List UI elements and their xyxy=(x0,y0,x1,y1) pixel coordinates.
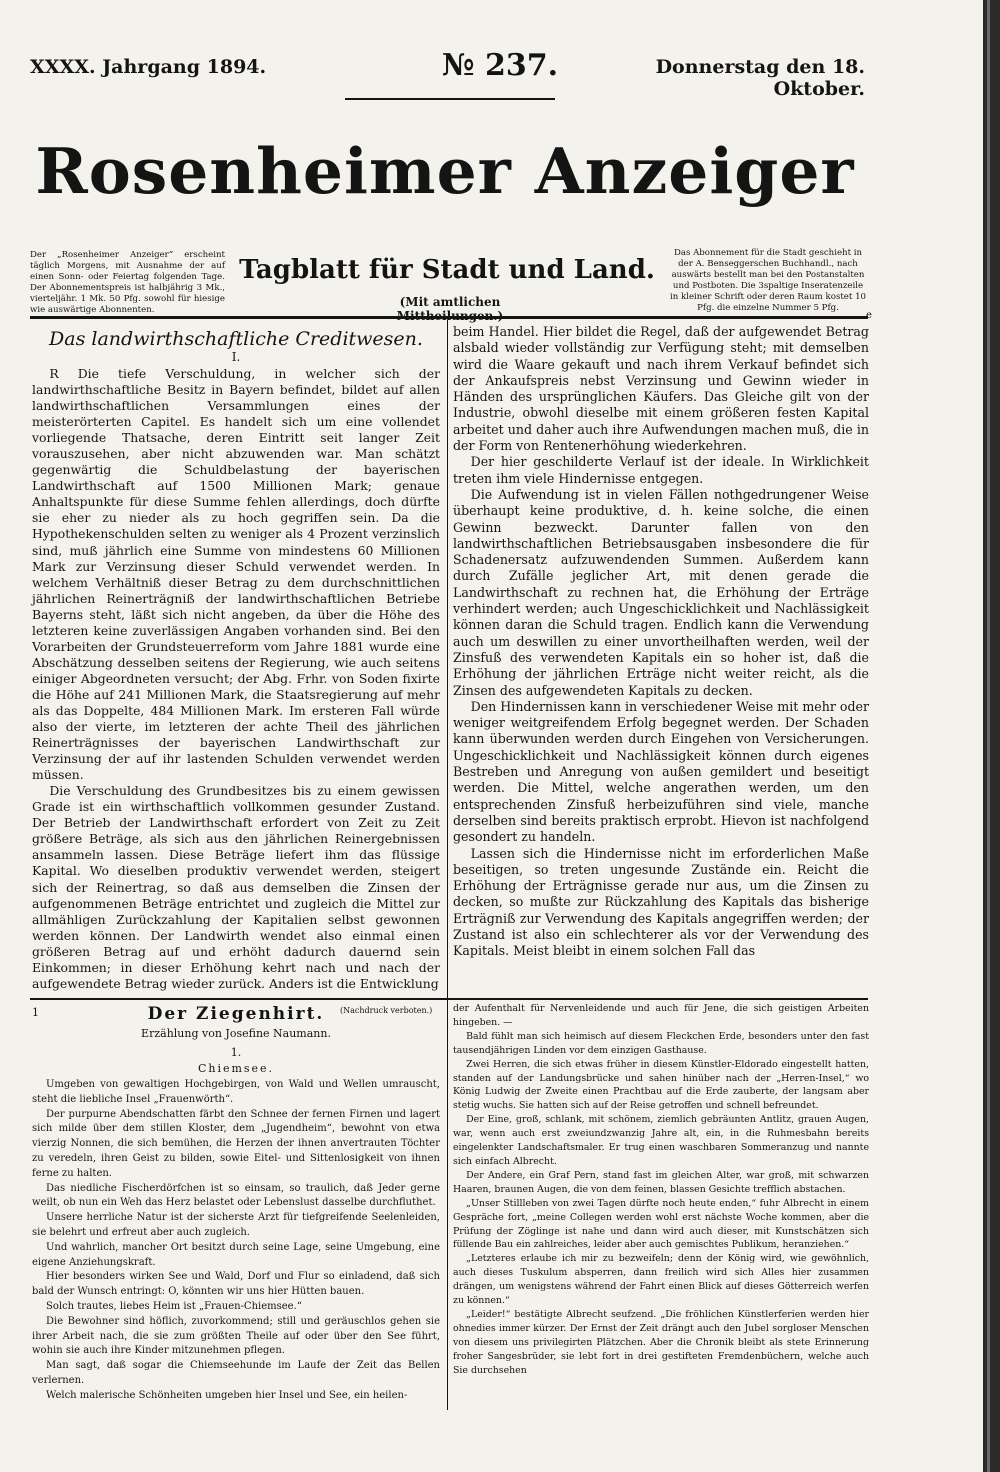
feuilleton-divider xyxy=(447,1000,448,1410)
article-title: Das landwirthschaftliche Creditwesen. xyxy=(49,328,423,350)
issue-number: № 237. xyxy=(441,48,559,83)
article-paragraph: Den Hindernissen kann in verschiedener Weise mit mehr oder weniger weitgreifendem Erfolg begegnet werden. Der Schaden kann überwunden werden durch Eingehen von Versicherungen. Ungeschicklichkeit und Nachlässigkeit können durch eigenes Bestreben und Anregung von außen gemildert und beseitigt werden. Die Mittel, welche angerathen werden, um den entsprechenden Zinsfuß herbeizuführen sind viele, manche derselben sind bereits praktisch erprobt. Hievon ist nachfolgend gesondert zu handeln. xyxy=(453,698,869,845)
article-paragraph: Lassen sich die Hindernisse nicht im erforderlichen Maße beseitigen, so treten ungesunde Zustände ein. Reicht die Erhöhung der Erträgnisse gerade nur aus, um die Zinsen zu decken, so mußte zur Rückzahlung des Kapitals das bisherige Erträgniß zur Verwendung des Kapitals angegriffen werden; der Zustand ist also ein schlechterer als vor der Verwendung des Kapitals. Meist bleibt in einem solchen Fall das xyxy=(453,845,869,959)
feuilleton-paragraph: Die Bewohner sind höflich, zuvorkommend; still und geräuschlos gehen sie ihrer Arbeit nach, die sie zum größten Theile auf oder über den See führt, wohin sie auch ihre Kinder mitzunehmen pflegen. xyxy=(32,1315,440,1357)
feuilleton-title: Der Ziegenhirt. xyxy=(147,1004,325,1024)
feuilleton-paragraph: Bald fühlt man sich heimisch auf diesem Fleckchen Erde, besonders unter den fast tausendjährigen Linden vor dem einzigen Gasthause. xyxy=(453,1030,869,1056)
volume-year: XXXX. Jahrgang 1894. xyxy=(30,56,267,78)
masthead-subnote: (Mit amtlichen xyxy=(399,295,501,309)
feuilleton-paragraph: Der purpurne Abendschatten färbt den Schnee der fernen Firnen und lagert sich milde über dem stillen Kloster, dem „Jugendheim“, bewohnt von etwa vierzig Nonnen, die sich bemühen, die Herzen der ihnen anvertrauten Töchter zu veredeln, ihren Geist zu bilden, sowie Eitel- und Sittenlosigkeit von ihnen ferne zu halten. xyxy=(32,1108,440,1179)
subscription-note-left: Der „Rosenheimer Anzeiger“ erscheint täglich Morgens, mit Ausnahme der auf einen Sonn- oder Feiertag folgenden Tage. Der Abonnementspreis ist halbjährig 3 Mk., vierteljähr. 1 Mk. 50 Pfg. sowohl für hiesige wie auswärtige Abonnenten. xyxy=(30,250,225,315)
feuilleton-column-left xyxy=(32,1078,440,1404)
article-column-left xyxy=(32,366,440,992)
feuilleton-paragraph: Der Eine, groß, schlank, mit schönem, ziemlich gebräunten Antlitz, grauen Augen, war, wenn auch erst zweiundzwanzig Jahre alt, ein, in die Ruhmesbahn bereits eingelenkter Landschaftsmaler. Er trug einen waschbaren Sommeranzug und nannte sich einfach Albrecht. xyxy=(453,1114,869,1167)
feuilleton-paragraph: Der Andere, ein Graf Pern, stand fast im gleichen Alter, war groß, mit schwarzen Haaren, braunen Augen, die von dem feinen, blassen Gesichte trefflich abstachen. xyxy=(453,1169,869,1195)
article-paragraph: Der hier geschilderte Verlauf ist der ideale. In Wirklichkeit treten ihm viele Hindernisse entgegen. xyxy=(453,454,869,486)
feuilleton-paragraph: Solch trautes, liebes Heim ist „Frauen-Chiemsee.“ xyxy=(46,1300,302,1312)
article-paragraph: Die Verschuldung des Grundbesitzes bis zu einem gewissen Grade ist ein wirthschaftlich vollkommen gesunder Zustand. Der Betrieb der Landwirthschaft erfordert von Zeit zu Zeit größere Beträge, als sich aus den jährlichen Reinergebnissen ansammeln lassen. Diese Beträge liefert ihm das flüssige Kapital. Wo dieselben produktiv verwendet werden, steigert sich der Reinertrag, so daß aus demselben die Zinsen der aufgenommenen Beträge entrichtet und zugleich die Mittel zur allmähligen Zurückzahlung der Kapitalien selbst gewonnen werden können. Der Landwirth wendet also einmal einen größeren Betrag auf und erhöht dadurch dauernd sein Einkommen; in dieser Erhöhung kehrt nach und nach der aufgewendete Betrag wieder zurück. Anders ist die Entwicklung xyxy=(32,783,440,991)
article-paragraph: beim Handel. Hier bildet die Regel, daß der aufgewendet Betrag alsbald wieder vollständig zur Verfügung steht; mit demselben wird die Waare gekauft und nach ihrem Verkauf befindet sich der Ankaufspreis nebst Verzinsung und Gewinn wieder in Händen des ursprünglichen Käufers. Das Gleiche gilt von der Industrie, obwohl dieselbe mit einem größeren festen Kapital arbeitet und daher auch ihre Aufwendungen machen muß, die in der Form von Rentenerhöhung wiederkehren. xyxy=(453,324,869,454)
feuilleton-paragraph: „Leider!“ bestätigte Albrecht seufzend. „Die fröhlichen Künstlerferien werden hier ohnedies immer kürzer. Der Ernst der Zeit drängt auch den Jubel sorgloser Menschen von diesem uns privilegirten Plätzchen. Aber die Chronik bleibt als stete Erinnerung froher Sangesbrüder, sie lebt fort in drei gestifteten Fremdenbüchern, welche auch Sie durchsehen xyxy=(453,1308,869,1376)
feuilleton-paragraph: der Aufenthalt für Nervenleidende und auch für Jene, die sich geistigen Arbeiten hingeben. — xyxy=(453,1003,869,1028)
feuilleton-rule xyxy=(30,998,868,1000)
feuilleton-chapter: 1. xyxy=(230,1046,242,1059)
masthead-subtitle: Tagblatt für Stadt und Land. xyxy=(239,255,655,285)
feuilleton-paragraph: Man sagt, daß sogar die Chiemseehunde im Laufe der Zeit das Bellen verlernen. xyxy=(32,1360,440,1386)
article-paragraph: Die Aufwendung ist in vielen Fällen nothgedrungener Weise überhaupt keine produktive, d. h. keine solche, die einen Gewinn bezweckt. Darunter fallen von den landwirthschaftlichen Betriebsausgaben insbesondere die für Schadenersatz aufzuwendenden Summen. Außerdem kann durch Zufälle jeglicher Art, mit denen gerade die Landwirthschaft zu rechnen hat, die Erhöhung der Erträge verhindert werden; auch Ungeschicklichkeit und Nachlässigkeit können daran die Schuld tragen. Endlich kann die Verwendung auch um deswillen zu einer unvortheilhaften werden, weil der Zinsfuß des verwendeten Kapitals ein so hoher ist, daß die Erhöhung der jährlichen Erträge nicht weiter reicht, als die Zinsen des aufgewendeten Kapitals zu decken. xyxy=(453,486,869,698)
feuilleton-author: Erzählung von Josefine Naumann. xyxy=(141,1027,331,1040)
feuilleton-column-right xyxy=(453,1002,869,1377)
feuilleton-number: 1 xyxy=(32,1006,39,1019)
article-part: I. xyxy=(231,350,241,364)
article-column-right xyxy=(453,324,869,960)
margin-mark: e xyxy=(866,310,872,321)
page-edge xyxy=(983,0,1000,1472)
feuilleton-paragraph: „Unser Stillleben von zwei Tagen dürfte noch heute enden,“ fuhr Albrecht in einem Gespräche fort, „meine Collegen werden wohl erst nächste Woche kommen, aber die Prüfung der Zöglinge ist nahe und dann wird auch dieser, mit Kunstschätzen sich füllende Bau ein zahlreiches, leider aber auch gemischtes Publikum, heranziehen.“ xyxy=(453,1197,869,1251)
subscription-note-right: Das Abonnement für die Stadt geschieht in der A. Benseggerschen Buchhandl., nach auswärts bestellt man bei den Postanstalten und Postboten. Die 3spaltige Inseratenzeile in kleiner Schrift oder deren Raum kostet 10 Pfg. die einzelne Nummer 5 Pfg. xyxy=(669,248,867,313)
reprint-notice: (Nachdruck verboten.) xyxy=(340,1006,433,1015)
feuilleton-paragraph: Und wahrlich, mancher Ort besitzt durch seine Lage, seine Umgebung, eine eigene Anziehungskraft. xyxy=(32,1241,440,1268)
column-divider xyxy=(447,320,448,998)
header-rule xyxy=(30,316,868,319)
feuilleton-paragraph: Unsere herrliche Natur ist der sicherste Arzt für tiefgreifende Seelenleiden, sie belehrt und erfreut aber auch zugleich. xyxy=(32,1212,440,1238)
feuilleton-place: Chiemsee. xyxy=(197,1062,275,1075)
masthead-title: Rosenheimer Anzeiger xyxy=(35,134,855,208)
feuilleton-paragraph: Hier besonders wirken See und Wald, Dorf und Flur so einladend, daß sich bald der Wunsch entringt: O, könnten wir uns hier Hütten bauen. xyxy=(32,1271,440,1298)
feuilleton-paragraph: Umgeben von gewaltigen Hochgebirgen, von Wald und Wellen umrauscht, steht die liebliche Insel „Frauenwörth“. xyxy=(32,1079,440,1105)
feuilleton-paragraph: Das niedliche Fischerdörfchen ist so einsam, so traulich, daß Jeder gerne weilt, ob nun ein Weh das Herz belastet oder Lebenslust dasselbe durchfluthet. xyxy=(32,1182,440,1209)
feuilleton-paragraph: Zwei Herren, die sich etwas früher in diesem Künstler-Eldorado eingestellt hatten, standen auf der Landungsbrücke und sahen hinüber nach der „Herren-Insel,“ wo König Ludwig der Zweite einen Prachtbau auf die Erde zauberte, der langsam aber stetig wuchs. Sie hatten sich auf der Reise getroffen und schnell befreundet. xyxy=(453,1058,869,1112)
feuilleton-paragraph: „Letzteres erlaube ich mir zu bezweifeln; denn der König wird, wie gewöhnlich, auch dieses Tuskulum absperren, dann freilich wird sich Alles hier zusammen drängen, um wenigstens während der Fahrt einen Blick auf dieses Götterreich werfen zu können.“ xyxy=(453,1253,869,1307)
feuilleton-paragraph: Welch malerische Schönheiten umgeben hier Insel und See, ein heilen- xyxy=(46,1389,408,1401)
issue-date: Donnerstag den 18. Oktober. xyxy=(655,56,865,100)
article-paragraph: R Die tiefe Verschuldung, in welcher sich der landwirthschaftliche Besitz in Bayern befindet, bildet auf allen landwirthschaftlichen Versammlungen eines der meisterörterten Capitel. Es handelt sich um eine vollendet vorliegende Thatsache, deren Eintritt seit langer Zeit vorauszusehen, aber nicht abzuwenden war. Man schätzt gegenwärtig die Schuldbelastung der bayerischen Landwirthschaft auf 1500 Millionen Mark; genaue Anhaltspunkte für diese Summe fehlen allerdings, doch dürfte sie eher zu nieder als zu hoch gegriffen sein. Da die Hypothekenschulden selten zu weniger als 4 Prozent verzinslich sind, muß jährlich eine Summe von mindestens 60 Millionen Mark zur Verzinsung dieser Schuld verwendet werden. In welchem Verhältniß dieser Betrag zu dem durchschnittlichen jährlichen Reinerträgniß der landwirthschaftlichen Betriebe Bayerns steht, läßt sich nicht angeben, da über die Höhe des letzteren keine zuverlässigen Angaben vorhanden sind. Bei den Vorarbeiten der Grundsteuerreform vom Jahre 1881 wurde eine Abschätzung desselben seitens der Regierung, wie auch seitens einiger Abgeordneten versucht; der Abg. Frhr. von Soden fixirte die Höhe auf 241 Millionen Mark, die Staatsregierung auf mehr als das Doppelte, 484 Millionen Mark. Im ersteren Fall würde also der vierte, im letzteren der achte Theil des jährlichen Reinerträgnisses der bayerischen Landwirthschaft zur Verzinsung der auf ihr lastenden Schulden verwendet werden müssen. xyxy=(32,366,440,783)
